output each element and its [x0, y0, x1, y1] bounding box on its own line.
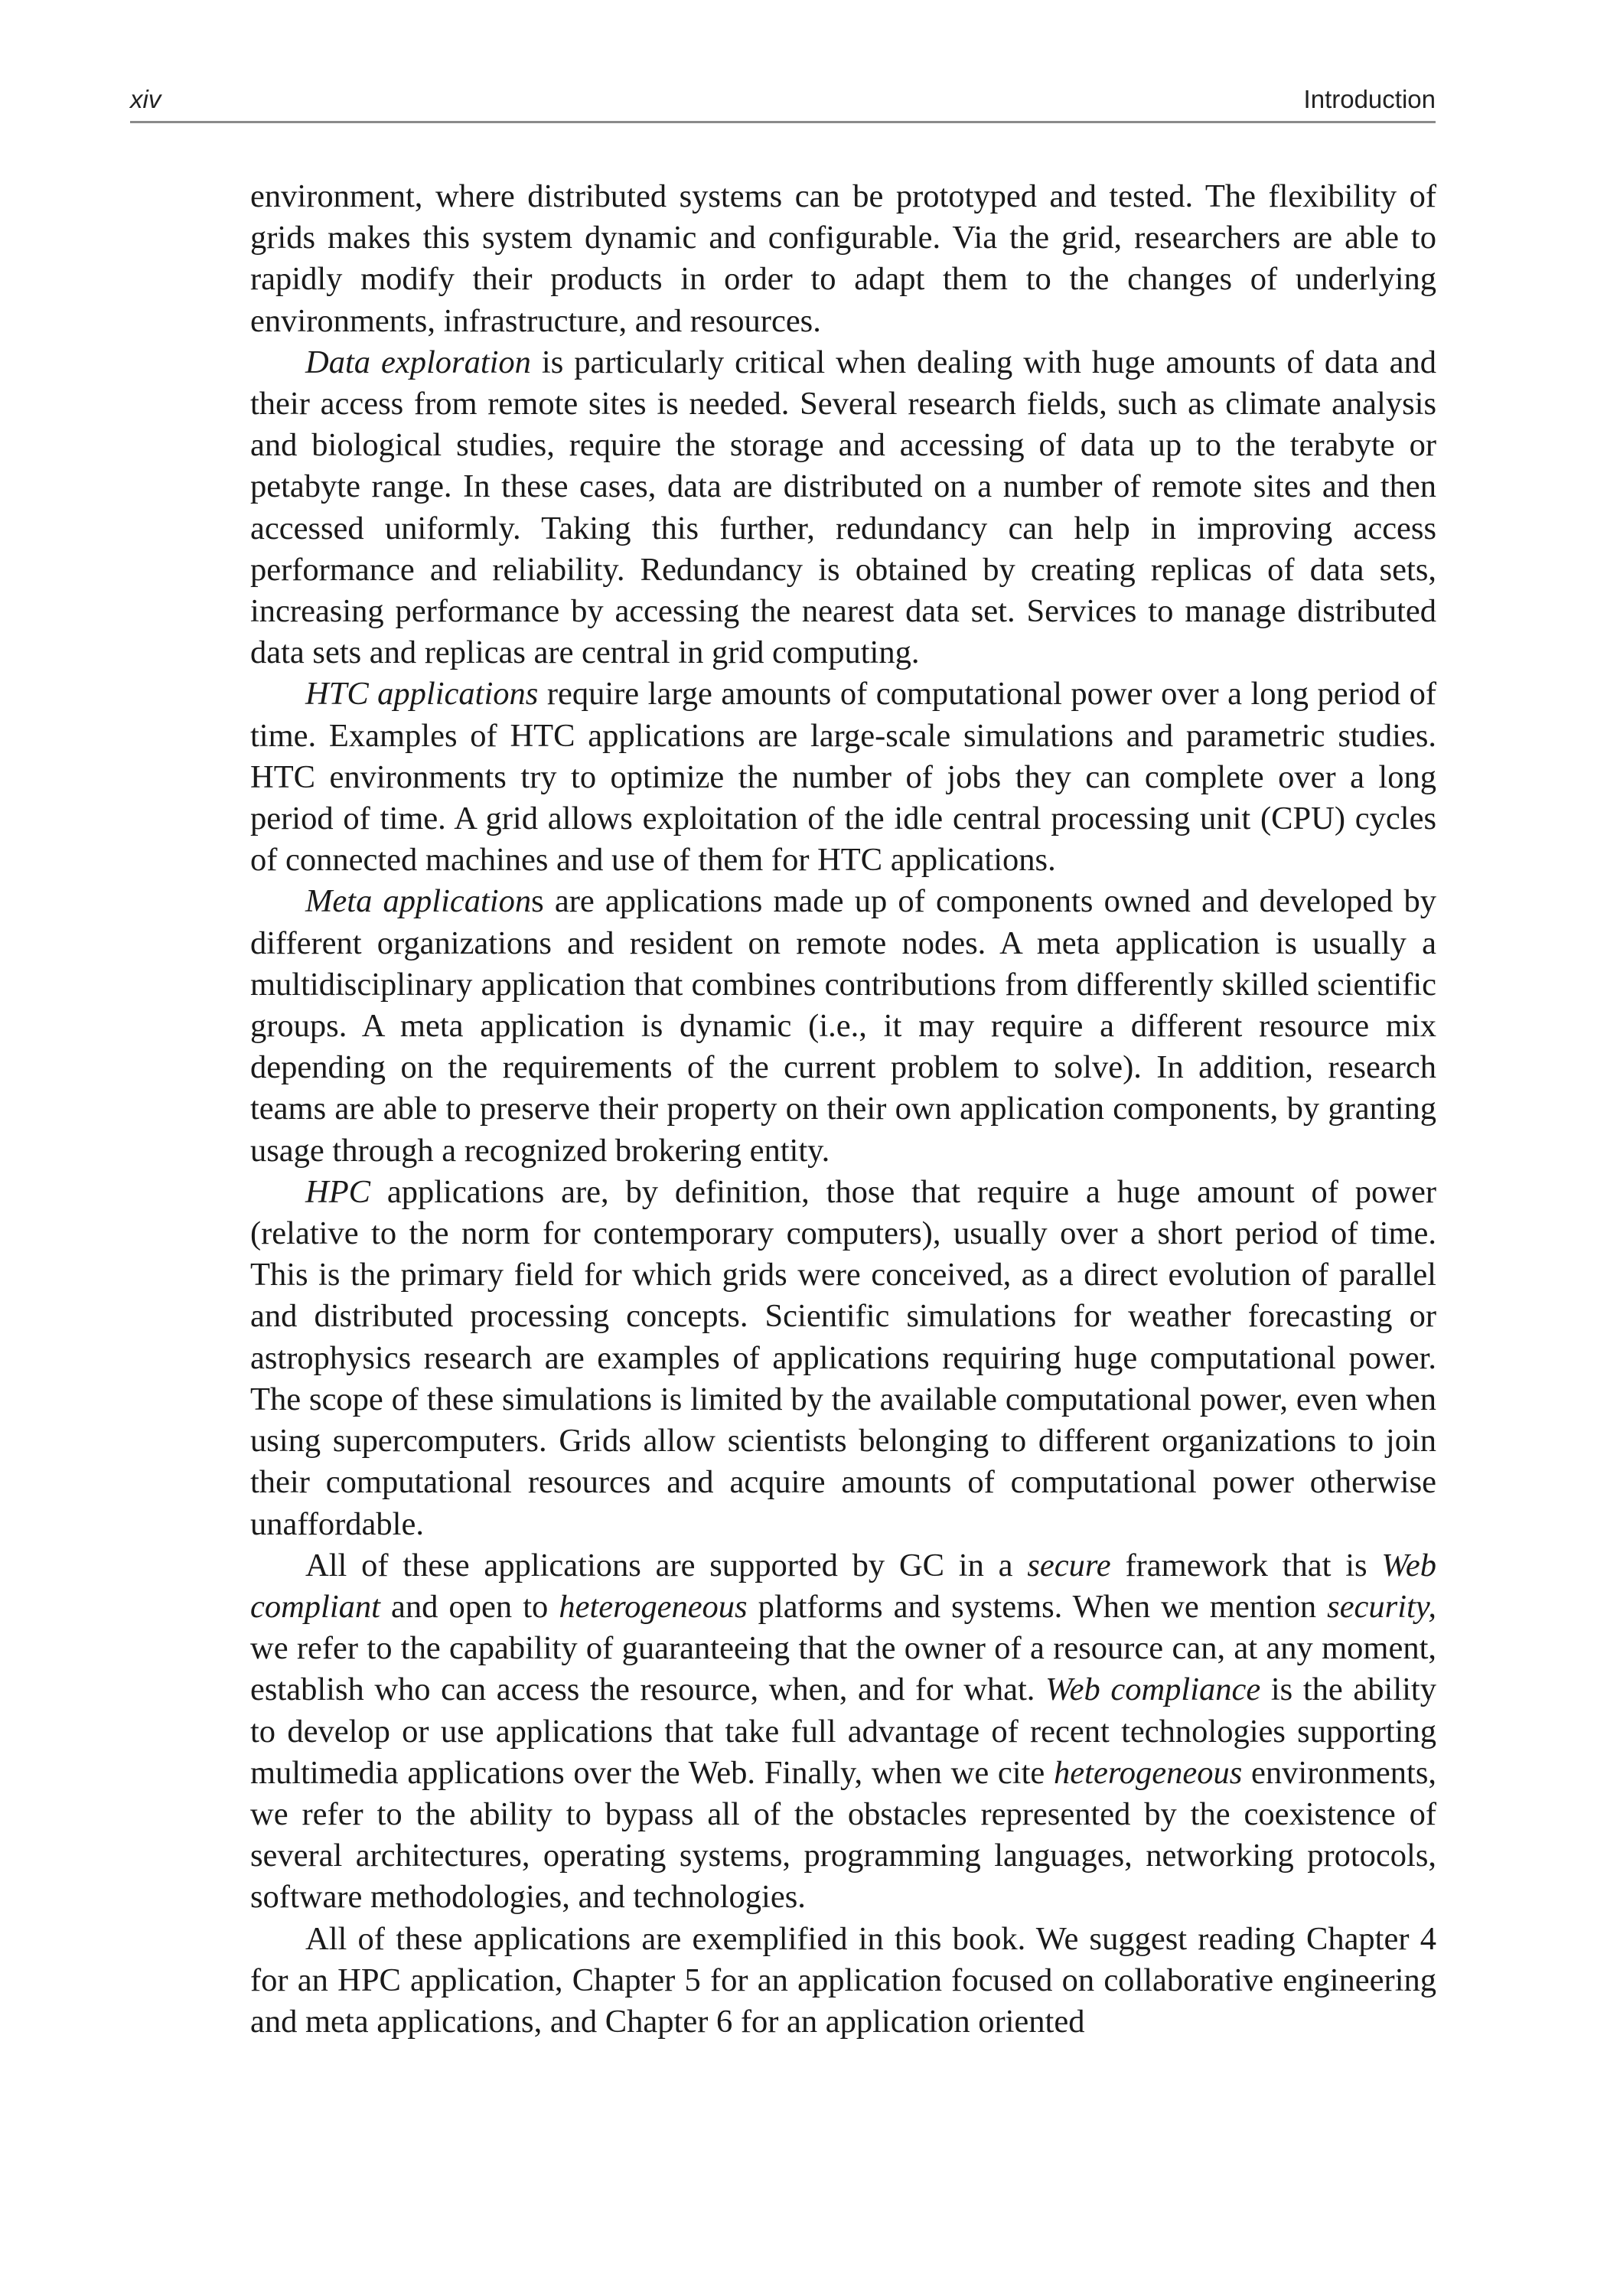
paragraph-text: is particularly critical when dealing with huge amounts of data and their access from remote sites is needed. Several research fields, such as climate analysis and biological studies, require the storage and accessing of data up to the terabyte or petabyte range. In these cases, data are distributed on a number of remote sites and then accessed uniformly. Taking this further, redundancy can help in improving access performance and reliability. Redundancy is obtained by creating replicas of data sets, increasing performance by accessing the nearest data set. Services to manage distributed data sets and replicas are central in grid computing. [250, 344, 1436, 671]
term-web-compliant: Web compliant [250, 1547, 1436, 1625]
text-run: All of these applications are supported by GC in a [305, 1547, 1028, 1583]
paragraph-text: All of these applications are exemplified in this book. We suggest reading Chapter 4 for an HPC application, Chapter 5 for an application focused on collaborative engineering and meta applications, and Chapter 6 for an application oriented [250, 1920, 1436, 2040]
page-number: xiv [130, 85, 161, 113]
body-text [250, 176, 1436, 2043]
paragraph-meta-applications [250, 881, 1436, 1171]
text-run: platforms and systems. When we mention [747, 1588, 1328, 1625]
term-meta-application: Meta application [305, 883, 532, 920]
text-run: framework that is [1110, 1547, 1382, 1583]
section-title: Introduction [1303, 85, 1436, 113]
paragraph-book-chapters [250, 1919, 1436, 2043]
paragraph-continuation [250, 176, 1436, 342]
term-heterogeneous: heterogeneous [559, 1588, 748, 1625]
paragraph-text: applications are, by definition, those that require a huge amount of power (relative to the norm for contemporary computers), usually over a short period of time. This is the primary field for which grids were conceived, as a direct evolution of parallel and distributed processing concepts. Scientific simulations for weather forecasting or astrophysics research are examples of applications requiring huge computational power. The scope of these simulations is limited by the available computational power, even when using supercomputers. Grids allow scientists belonging to different organizations to join their computational resources and acquire amounts of computational power otherwise unaffordable. [250, 1173, 1436, 1542]
text-run: we refer to the capability of guaranteeing that the owner of a resource can, at any moment, establish who can access the resource, when, and for what. [250, 1630, 1436, 1708]
running-head [130, 83, 1436, 123]
term-secure: secure [1027, 1547, 1111, 1583]
text-run: and open to [380, 1588, 559, 1625]
term-htc-applications: HTC applications [305, 676, 539, 713]
text-run: is the ability to develop or use applications that take full advantage of recent technologies supporting multimedia applications over the Web. Finally, when we cite [250, 1671, 1436, 1791]
term-security: security, [1327, 1588, 1436, 1625]
term-heterogeneous-2: heterogeneous [1054, 1754, 1243, 1791]
paragraph-text: environment, where distributed systems can be prototyped and tested. The flexibility of grids makes this system dynamic and configurable. Via the grid, researchers are able to rapidly modify their products in order to adapt them to the changes of underlying environments, infrastructure, and resources. [250, 178, 1436, 339]
paragraph-htc-applications [250, 673, 1436, 881]
term-hpc: HPC [305, 1173, 370, 1210]
paragraph-hpc-applications [250, 1172, 1436, 1545]
paragraph-data-exploration [250, 342, 1436, 674]
paragraph-gc-requirements [250, 1545, 1436, 1919]
term-data-exploration: Data exploration [305, 344, 531, 380]
paragraph-text: s are applications made up of components owned and developed by different organizations and resident on remote nodes. A meta application is usually a multidisciplinary application that combines contributions from differently skilled scientific groups. A meta application is dynamic (i.e., it may require a different resource mix depending on the requirements of the current problem to solve). In addition, research teams are able to preserve their property on their own application components, by granting usage through a recognized brokering entity. [250, 883, 1437, 1169]
paragraph-text: require large amounts of computational power over a long period of time. Examples of HTC applications are large-scale simulations and parametric studies. HTC environments try to optimize the number of jobs they can complete over a long period of time. A grid allows exploitation of the idle central processing unit (CPU) cycles of connected machines and use of them for HTC applications. [250, 676, 1436, 879]
term-web-compliance: Web compliance [1045, 1671, 1261, 1708]
text-run: environments, we refer to the ability to bypass all of the obstacles represented by the coexistence of several architectures, operating systems, programming languages, networking protocols, software methodologies, and technologies. [250, 1754, 1437, 1916]
